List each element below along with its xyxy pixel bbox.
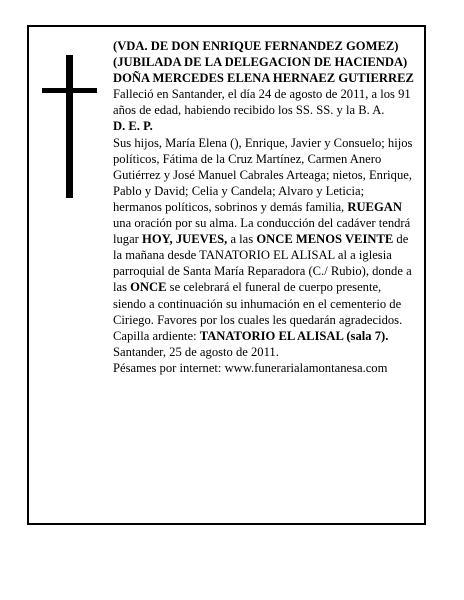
a-las-text: a las — [227, 232, 257, 247]
obituary-text — [113, 38, 416, 376]
conduction-text: una oración por su alma. La conducción del cadáver tendrá lugar — [113, 216, 411, 247]
condolences-line: Pésames por internet: www.funerarialamontanesa.com — [113, 360, 388, 375]
dep-line: D. E. P. — [113, 119, 153, 134]
deceased-name: DOÑA MERCEDES ELENA HERNAEZ GUTIERREZ — [113, 71, 414, 86]
family-list: Sus hijos, María Elena (), Enrique, Javier y Consuelo; hijos políticos, Fátima de la Cruz Martínez, Carmen Anero Gutiérrez y José Manuel Cabrales Arteaga; nietos, Enrique, Pablo y David; Celia y Candela; Alvaro y Leticia; hermanos políticos, sobrinos y demás familia, — [113, 135, 413, 214]
funeral-details — [113, 135, 416, 344]
widow-of-line: (VDA. DE DON ENRIQUE FERNANDEZ GOMEZ) (JUBILADA DE LA DELEGACION DE HACIENDA) — [113, 39, 408, 70]
death-notice: Falleció en Santander, el día 24 de agosto de 2011, a los 91 años de edad, habiendo recibido los SS. SS. y la B. A. — [113, 87, 411, 118]
cross-icon — [42, 55, 97, 198]
date-line: Santander, 25 de agosto de 2011. — [113, 344, 279, 359]
day-text: HOY, JUEVES, — [142, 232, 228, 247]
funeral-time-text: ONCE — [130, 280, 167, 295]
chapel-text: TANATORIO EL ALISAL (sala 7). — [199, 328, 389, 343]
cross-vertical-bar — [66, 55, 73, 198]
ruegan-text: RUEGAN — [347, 199, 402, 214]
cross-horizontal-bar — [42, 88, 97, 93]
route-text: de la mañana desde TANATORIO EL ALISAL al a iglesia parroquial de Santa María Reparadora (C./ Rubio), donde a las — [113, 232, 412, 295]
funeral-text: se celebrará el funeral de cuerpo presente, siendo a continuación su inhumación en el cementerio de Ciriego. Favores por los cuales les quedarán agradecidos. Capilla ardiente: — [113, 280, 403, 343]
time-text: ONCE MENOS VEINTE — [256, 232, 394, 247]
